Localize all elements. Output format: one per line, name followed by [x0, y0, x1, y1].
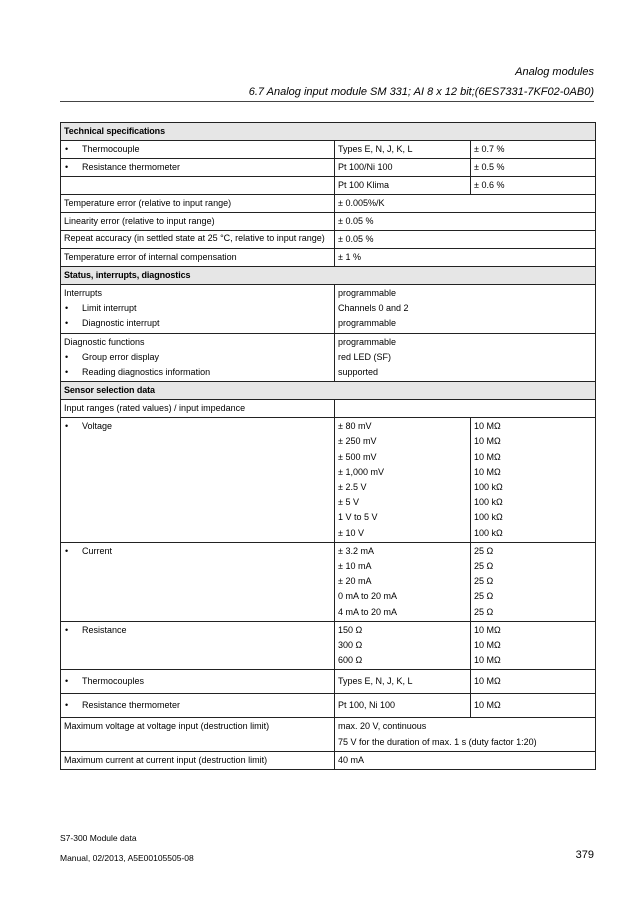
row-label: • Voltage: [61, 418, 335, 543]
section-row-status: [61, 267, 596, 285]
table-row-resistance-thermometer-2: [61, 694, 596, 718]
row-sublabel: • Reading diagnostics information: [64, 365, 331, 380]
row-value-group: [335, 333, 596, 382]
row-label-empty: [61, 177, 335, 195]
row-value: supported: [338, 367, 379, 378]
row-label: • Thermocouple: [61, 141, 335, 159]
impedance-value: 25 Ω: [474, 561, 494, 572]
table-row-internal-comp: [61, 249, 596, 267]
header-chapter: Analog modules: [515, 66, 594, 78]
row-label-group: [61, 285, 335, 334]
table-row-max-current: [61, 751, 596, 769]
row-value: ± 0.5 %: [471, 159, 596, 177]
row-label: Diagnostic functions: [64, 336, 145, 347]
range-value: ± 20 mA: [338, 576, 372, 587]
table-row-interrupts: [61, 285, 596, 334]
range-value: 1 V to 5 V: [338, 512, 378, 523]
impedance-value: 100 kΩ: [474, 527, 503, 538]
header-rule: [60, 101, 594, 102]
section-title-status: Status, interrupts, diagnostics: [61, 267, 596, 285]
row-sublabel: • Limit interrupt: [64, 301, 331, 316]
row-value: 40 mA: [335, 751, 596, 769]
row-label: • Resistance: [61, 621, 335, 670]
section-row-tech: [61, 123, 596, 141]
row-label: • Resistance thermometer: [61, 694, 335, 718]
table-row-current: [61, 542, 596, 621]
row-label: Input ranges (rated values) / input impedance: [61, 400, 335, 418]
table-row-resistance: [61, 621, 596, 670]
table-row-temp-error: [61, 195, 596, 213]
row-value: Types E, N, J, K, L: [335, 670, 471, 694]
row-label: Repeat accuracy (in settled state at 25 °C, relative to input range): [61, 231, 335, 249]
row-value: Types E, N, J, K, L: [335, 141, 471, 159]
row-value: ± 1 %: [335, 249, 596, 267]
row-label: Linearity error (relative to input range): [61, 213, 335, 231]
impedance-value: 10 MΩ: [474, 624, 501, 635]
impedance-value: 100 kΩ: [474, 512, 503, 523]
table-row-diagnostics: [61, 333, 596, 382]
impedance-value: 10 MΩ: [474, 421, 501, 432]
row-value: Pt 100, Ni 100: [335, 694, 471, 718]
row-value: ± 0.7 %: [471, 141, 596, 159]
row-value: programmable: [338, 318, 397, 329]
impedance-value: 10 MΩ: [474, 466, 501, 477]
table-row-repeat: [61, 231, 596, 249]
range-value: ± 10 mA: [338, 561, 372, 572]
row-label: • Resistance thermometer: [61, 159, 335, 177]
row-value: Channels 0 and 2: [338, 303, 409, 314]
table-row-linearity: [61, 213, 596, 231]
section-row-sensor: [61, 382, 596, 400]
row-value: programmable: [338, 336, 397, 347]
row-value: 10 MΩ: [471, 670, 596, 694]
row-value: ± 0.05 %: [335, 213, 596, 231]
row-label: • Current: [61, 542, 335, 621]
row-value-empty: [335, 400, 596, 418]
impedance-list: [471, 621, 596, 670]
table-row-pt100-klima: [61, 177, 596, 195]
row-label: Interrupts: [64, 288, 103, 298]
range-value: 300 Ω: [338, 640, 363, 651]
row-value-group: [335, 718, 596, 751]
range-value: ± 1,000 mV: [338, 466, 384, 477]
row-label: Temperature error (relative to input range): [61, 195, 335, 213]
header-section: 6.7 Analog input module SM 331; AI 8 x 12 bit;(6ES7331-7KF02-0AB0): [248, 86, 594, 98]
impedance-value: 25 Ω: [474, 576, 494, 587]
range-value: 4 mA to 20 mA: [338, 606, 398, 617]
table-row-thermocouples: [61, 670, 596, 694]
row-sublabel: • Group error display: [64, 350, 331, 365]
range-value: ± 2.5 V: [338, 482, 367, 493]
row-value: programmable: [338, 288, 397, 298]
footer-title: S7-300 Module data: [60, 833, 137, 843]
range-value: ± 80 mV: [338, 421, 372, 432]
impedance-value: 100 kΩ: [474, 482, 503, 493]
impedance-value: 25 Ω: [474, 545, 494, 556]
range-list: [335, 418, 471, 543]
row-value: ± 0.005%/K: [335, 195, 596, 213]
table-row-resistance-thermometer: [61, 159, 596, 177]
impedance-list: [471, 418, 596, 543]
table-row-input-ranges: [61, 400, 596, 418]
row-value: Pt 100/Ni 100: [335, 159, 471, 177]
range-value: ± 5 V: [338, 497, 359, 508]
section-title-sensor: Sensor selection data: [61, 382, 596, 400]
row-value: ± 0.05 %: [335, 231, 596, 249]
row-label: Maximum voltage at voltage input (destruction limit): [61, 718, 335, 751]
row-value: red LED (SF): [338, 351, 392, 362]
row-label: • Thermocouples: [61, 670, 335, 694]
row-value: Pt 100 Klima: [335, 177, 471, 195]
page-number: 379: [575, 849, 594, 861]
row-value-group: [335, 285, 596, 334]
impedance-value: 10 MΩ: [474, 655, 501, 666]
row-value: 75 V for the duration of max. 1 s (duty factor 1:20): [338, 736, 537, 747]
table-row-thermocouple: [61, 141, 596, 159]
impedance-value: 25 Ω: [474, 606, 494, 617]
range-value: 0 mA to 20 mA: [338, 591, 398, 602]
impedance-value: 10 MΩ: [474, 451, 501, 462]
impedance-value: 25 Ω: [474, 591, 494, 602]
impedance-value: 10 MΩ: [474, 436, 501, 447]
range-list: [335, 542, 471, 621]
impedance-value: 100 kΩ: [474, 497, 503, 508]
range-value: 600 Ω: [338, 655, 363, 666]
range-value: ± 250 mV: [338, 436, 377, 447]
footer-manual: Manual, 02/2013, A5E00105505-08: [60, 853, 194, 863]
range-list: [335, 621, 471, 670]
row-label: Maximum current at current input (destruction limit): [61, 751, 335, 769]
row-value: 10 MΩ: [471, 694, 596, 718]
section-title-tech: Technical specifications: [61, 123, 596, 141]
row-sublabel: • Diagnostic interrupt: [64, 316, 331, 331]
range-value: ± 10 V: [338, 527, 364, 538]
range-value: 150 Ω: [338, 624, 363, 635]
row-label-group: [61, 333, 335, 382]
range-value: ± 500 mV: [338, 451, 377, 462]
row-value: ± 0.6 %: [471, 177, 596, 195]
table-row-max-voltage: [61, 718, 596, 751]
row-value: max. 20 V, continuous: [338, 721, 427, 732]
row-label: Temperature error of internal compensation: [61, 249, 335, 267]
range-value: ± 3.2 mA: [338, 545, 374, 556]
table-row-voltage: [61, 418, 596, 543]
impedance-value: 10 MΩ: [474, 640, 501, 651]
impedance-list: [471, 542, 596, 621]
spec-table: [60, 122, 596, 770]
